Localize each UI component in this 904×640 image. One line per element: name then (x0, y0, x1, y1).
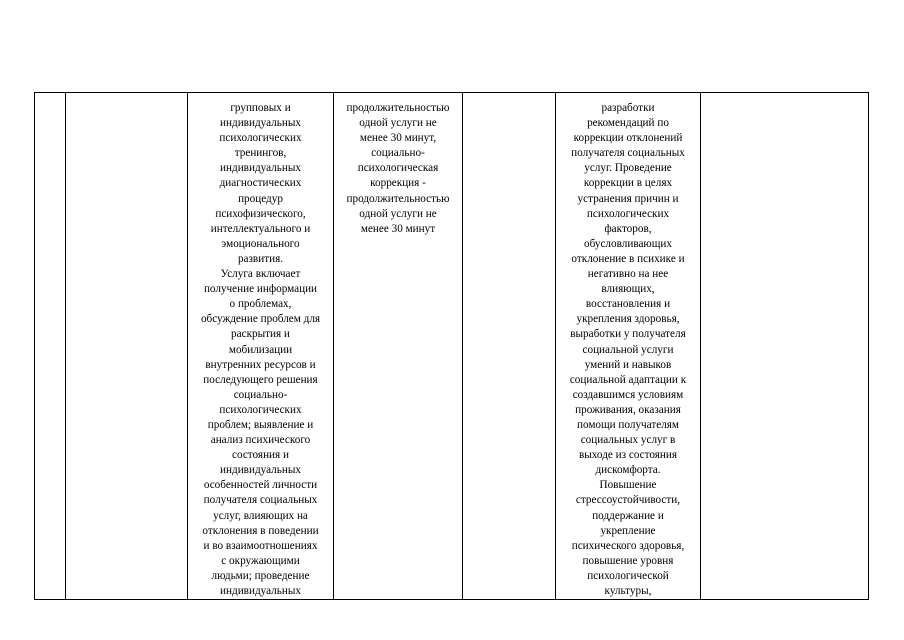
service-result-text: разработки рекомендаций по коррекции отклонений получателя социальных услуг. Проведение коррекции в целях устранения причин и психологических факторов, обусловливающих отклонение в психике и негативно на нее влияющих, восстановления и укрепления здоровья, выработки у получателя социальной услуги умений и навыков социальной адаптации к создавшимся условиям проживания, оказания помощи получателям социальных услуг в выходе из состояния дискомфорта. Повышение стрессоустойчивости, поддержание и укрепление психического здоровья, повышение уровня психологической культуры, (569, 102, 687, 597)
table-cell-3 (188, 93, 334, 600)
service-duration-text: продолжительностью одной услуги не менее 30 минут, социально- психологическая коррекция - продолжительностью одной услуги не менее 30 минут (346, 102, 450, 235)
table-row (35, 93, 869, 600)
cell-1-text (35, 93, 65, 101)
table-cell-4 (334, 93, 463, 600)
document-table (34, 92, 869, 600)
table-cell-7 (701, 93, 869, 600)
table-cell-2 (66, 93, 188, 600)
cell-7-text (701, 93, 868, 101)
service-description-text: групповых и индивидуальных психологических тренингов, индивидуальных диагностических процедур психофизического, интеллектуального и эмоционального развития. Услуга включает получение информации о проблемах, обсуждение проблем для раскрытия и мобилизации внутренних ресурсов и последующего решения социально- психологических проблем; выявление и анализ психического состояния и индивидуальных особенностей личности получателя социальных услуг, влияющих на отклонения в поведении и во взаимоотношениях с окружающими людьми; проведение индивидуальных (200, 102, 321, 597)
cell-5-text (463, 93, 555, 101)
table-cell-5 (463, 93, 556, 600)
table-cell-1 (35, 93, 66, 600)
cell-2-text (66, 93, 187, 101)
table-cell-6 (556, 93, 701, 600)
